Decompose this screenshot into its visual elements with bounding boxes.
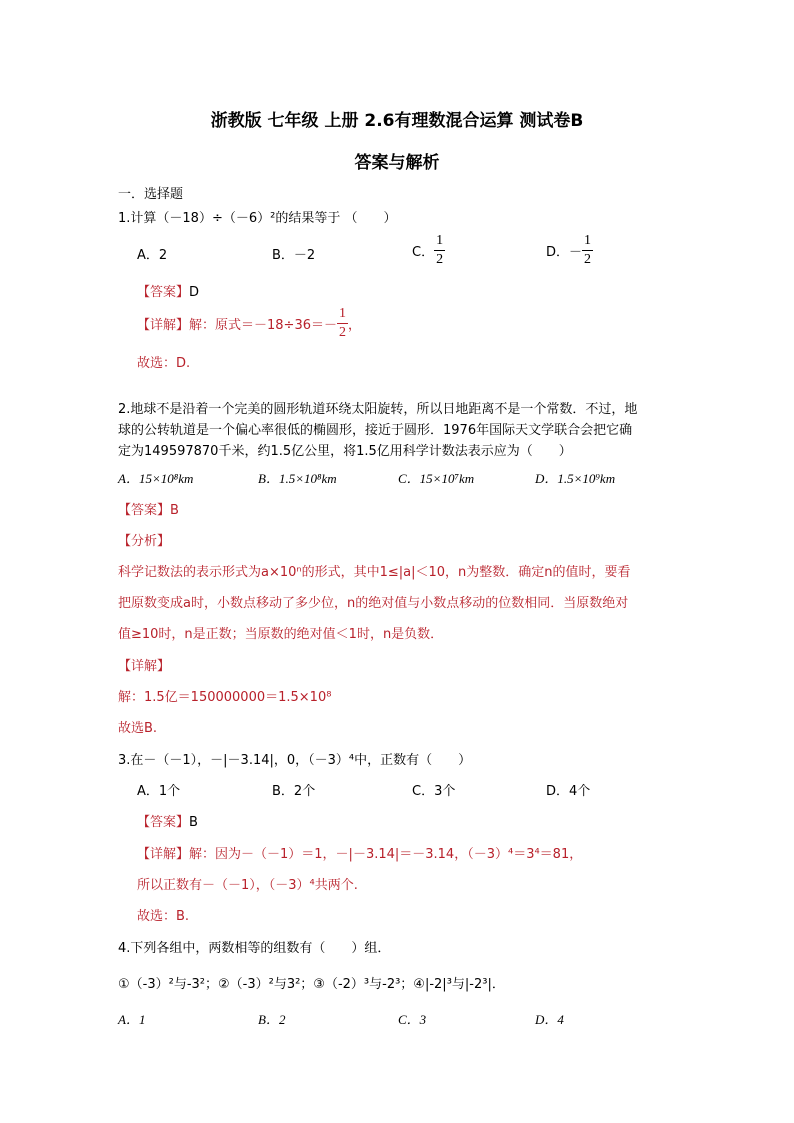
q4-option-d: D．4 (535, 1012, 564, 1027)
q3-conclusion: 故选：B. (137, 909, 190, 924)
frac-denominator: 2 (339, 325, 346, 340)
q1-option-d (546, 234, 593, 267)
q1-answer (137, 281, 199, 300)
q1-option-c-label: C． (412, 245, 435, 260)
q1-option-a: A．2 (137, 248, 168, 263)
q3-option-d: D．4个 (546, 784, 591, 799)
q3-detail-line-1 (137, 843, 582, 862)
q1-conclusion: 故选：D. (137, 356, 191, 371)
q2-stem-line-2: 球的公转轨道是一个偏心率很低的椭圆形，接近于圆形．1976年国际天文学联合会把它确 (118, 423, 633, 438)
frac-denominator: 2 (436, 252, 444, 267)
q1-option-c (412, 234, 445, 267)
detail-label: 【详解】 (137, 318, 190, 333)
q2-stem-line-1: 2.地球不是沿着一个完美的圆形轨道环绕太阳旋转，所以日地距离不是一个常数．不过，地 (118, 402, 638, 417)
q3-option-a: A．1个 (137, 784, 181, 799)
q3-option-b: B．2个 (272, 784, 316, 799)
q3-detail-text: 解：因为－（－1）＝1，－|－3.14|＝－3.14，（－3）⁴＝3⁴＝81， (189, 847, 583, 862)
q2-detail: 解：1.5亿＝150000000＝1.5×10⁸ (118, 690, 332, 705)
q2-stem-line-3: 定为149597870千米，约1.5亿公里，将1.5亿用科学计数法表示应为（ ） (118, 444, 572, 459)
q2-option-d: D．1.5×10⁹km (535, 471, 616, 486)
q2-analysis-line-3: 值≥10时，n是正数；当原数的绝对值＜1时，n是负数． (118, 627, 444, 642)
q1-detail-text: 解：原式＝－18÷36＝－ (189, 318, 337, 333)
q1-option-c-fraction (434, 234, 445, 267)
q1-detail (137, 307, 361, 340)
answer-value: B (189, 815, 198, 830)
q1-option-b: B．－2 (272, 248, 316, 263)
q2-option-b: B．1.5×10⁸km (258, 471, 337, 486)
q1-option-d-fraction (582, 234, 593, 267)
q2-analysis-line-2: 把原数变成a时，小数点移动了多少位，n的绝对值与小数点移动的位数相同．当原数绝对 (118, 596, 629, 611)
answer-label: 【答案】 (137, 285, 190, 300)
q2-conclusion: 故选B. (118, 721, 158, 736)
page-subtitle: 答案与解析 (354, 153, 440, 173)
section-heading: 一．选择题 (118, 187, 184, 202)
q1-detail-end: ， (348, 318, 362, 333)
q3-detail-line-2: 所以正数有－（－1），（－3）⁴共两个. (137, 878, 358, 893)
q1-stem: 1.计算（－18）÷（－6）²的结果等于 （ ） (118, 211, 397, 226)
frac-numerator: 1 (582, 234, 593, 251)
q3-answer (137, 811, 198, 830)
q2-option-a: A．15×10⁸km (118, 471, 194, 486)
q2-option-c: C．15×10⁷km (398, 471, 475, 486)
q3-stem: 3.在－（－1），－|－3.14|，0，（－3）⁴中，正数有（ ） (118, 753, 472, 768)
q4-option-c: C．3 (398, 1012, 427, 1027)
q2-analysis-line-1: 科学记数法的表示形式为a×10ⁿ的形式，其中1≤|a|＜10，n为整数．确定n的值时，要看 (118, 565, 631, 580)
frac-denominator: 2 (584, 252, 592, 267)
answer-label: 【答案】 (137, 815, 190, 830)
q1-detail-fraction (337, 307, 348, 340)
q3-option-c: C．3个 (412, 784, 456, 799)
frac-numerator: 1 (337, 307, 348, 324)
page-title: 浙教版 七年级 上册 2.6有理数混合运算 测试卷B (210, 111, 584, 131)
q4-option-b: B．2 (258, 1012, 286, 1027)
q4-stem: 4.下列各组中，两数相等的组数有（ ）组． (118, 941, 391, 956)
detail-label: 【详解】 (137, 847, 190, 862)
answer-value: D (189, 285, 200, 300)
q2-analysis-label: 【分析】 (118, 534, 171, 549)
q2-answer: 【答案】B (118, 503, 179, 518)
frac-numerator: 1 (434, 234, 445, 251)
q4-option-a: A．1 (118, 1012, 146, 1027)
q1-option-d-label: D．－ (546, 245, 583, 260)
q4-items: ①（-3）²与-3²；②（-3）²与3²；③（-2）³与-2³；④|-2|³与|-2³|． (118, 977, 505, 992)
q2-detail-label: 【详解】 (118, 659, 171, 674)
